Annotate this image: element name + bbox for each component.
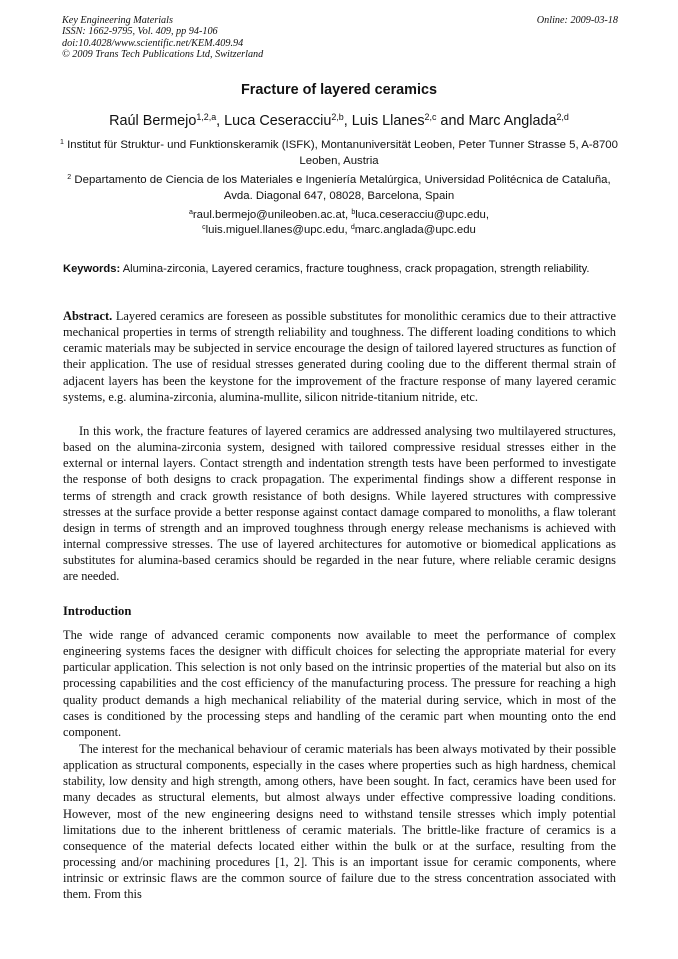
email-address[interactable]: luis.miguel.llanes@upc.edu, [205, 223, 351, 236]
affiliation-number: 1 [60, 139, 64, 147]
email-marker: d [350, 223, 355, 231]
email-marker: b [351, 209, 356, 217]
journal-header [62, 15, 618, 60]
issn-line: ISSN: 1662-9795, Vol. 409, pp 94-106 [62, 26, 218, 38]
abstract-paragraph-2: In this work, the fracture features of layered ceramics are addressed analysing two multilayered structures, based on the alumina-zirconia system, designed with tailored compressive residual stresses either in the external or internal layers. Contact strength and indentation strength tests have been performed to investigate the response of both designs to crack propagation. The experimental findings show a different response in terms of strength and crack growth resistance of both designs. While layered structures with compressive stresses at the surface provide a better response against contact damage compared to monoliths, a flaw tolerant design in terms of strength and an improved toughness through energy release mechanisms is achieved with internal compressive stresses. The use of layered architectures for automotive or biomedical applications as substitutes for alumina-based ceramics should be regarded in the near future, where reliable ceramic designs are needed. [63, 424, 616, 584]
keywords-text: Alumina-zirconia, Layered ceramics, fracture toughness, crack propagation, strength reliability. [122, 263, 590, 275]
author-separator: , [216, 113, 225, 129]
email-address[interactable]: raul.bermejo@unileoben.ac.at, [192, 209, 352, 221]
email-address[interactable]: luca.ceseracciu@upc.edu, [355, 209, 490, 221]
introduction-paragraph-2: The interest for the mechanical behaviour of ceramic materials has been always motivated by their possible application as structural components, especially in the cases where properties such as high hardness, chemical stability, low density and high strength, among others, have been sought. In fact, ceramics have been used for many decades as structural elements, but almost always under effective compressive loading conditions. However, most of the new engineering designs need to withstand tensile stresses which imply potential limitations due to the inherent brittleness of ceramic materials. The brittle-like fracture of ceramics is a consequence of the material defects located either within the bulk or at the surface, resulting from the processing and/or machining procedures [1, 2]. This is an important issue for ceramic components, where intrinsic or extrinsic flaws are the common source of failure due to the stress concentration associated with them. From this [63, 742, 616, 902]
author-separator: , [343, 113, 352, 129]
copyright-line: © 2009 Trans Tech Publications Ltd, Switzerland [62, 48, 264, 60]
paper-title: Fracture of layered ceramics [241, 82, 437, 98]
affiliation-text: Institut für Struktur- und Funktionskeramik (ISFK), Montanuniversität Leoben, Peter Tunner Strasse 5, A-8700 Leoben, Austria [67, 139, 618, 167]
email-marker: a [188, 209, 193, 217]
journal-name: Key Engineering Materials [62, 15, 173, 26]
author-affiliation-marker: 2,b [331, 112, 344, 123]
author-name: Luca Ceseracciu [224, 113, 332, 129]
affiliation-2 [60, 172, 618, 204]
abstract-text: Layered ceramics are foreseen as possible substitutes for monolithic ceramics due to their attractive mechanical properties in terms of strength reliability and toughness. The different loading conditions to which ceramic materials may be subjected in service encourage the design of tailored layered structures as function of their application. The use of residual stresses generated during cooling due to the different thermal strain of adjacent layers has been the keystone for the improvement of the fracture response of many layered ceramic systems, e.g. alumina-zirconia, alumina-mullite, silicon nitride-titanium nitride, etc. [63, 309, 616, 404]
author-affiliation-marker: 1,2,a [196, 112, 217, 123]
doi-line[interactable]: doi:10.4028/www.scientific.net/KEM.409.94 [62, 37, 244, 49]
abstract-label: Abstract. [63, 309, 113, 323]
affiliation-text: Departamento de Ciencia de los Materiales e Ingeniería Metalúrgica, Universidad Politécnica de Cataluña, Avda. Diagonal 647, 08028, Barcelona, Spain [74, 174, 611, 202]
email-line [0, 223, 678, 238]
author-name: Luis Llanes [351, 113, 425, 129]
email-marker: c [202, 223, 206, 231]
email-address[interactable]: marc.anglada@upc.edu [354, 223, 476, 236]
keywords-section [63, 262, 616, 276]
affiliation-number: 2 [67, 174, 72, 182]
author-name: Marc Anglada [468, 113, 557, 129]
author-list [0, 113, 678, 129]
abstract-paragraph-1 [63, 308, 616, 405]
author-affiliation-marker: 2,c [424, 112, 437, 123]
author-separator: and [436, 113, 469, 129]
author-affiliation-marker: 2,d [556, 112, 569, 123]
email-list [0, 208, 678, 237]
email-line [0, 208, 678, 223]
introduction-paragraph-1: The wide range of advanced ceramic components now available to meet the performance of complex engineering systems faces the designer with difficult choices for selecting the appropriate material for every particular application. This selection is not only based on the intrinsic properties of the material but also on its processing capabilities and the cost efficiency of the manufacturing process. The pressure for reaching a high quality product demands a high mechanical reliability of the material during service, which in most of the cases is conditioned by the processing steps and handling of the ceramic part when mounting onto the end component. [63, 628, 616, 739]
affiliation-1 [60, 137, 618, 169]
author-name: Raúl Bermejo [109, 113, 197, 129]
online-date: Online: 2009-03-18 [536, 15, 618, 26]
introduction-heading: Introduction [63, 604, 132, 618]
keywords-label: Keywords: [63, 263, 121, 275]
